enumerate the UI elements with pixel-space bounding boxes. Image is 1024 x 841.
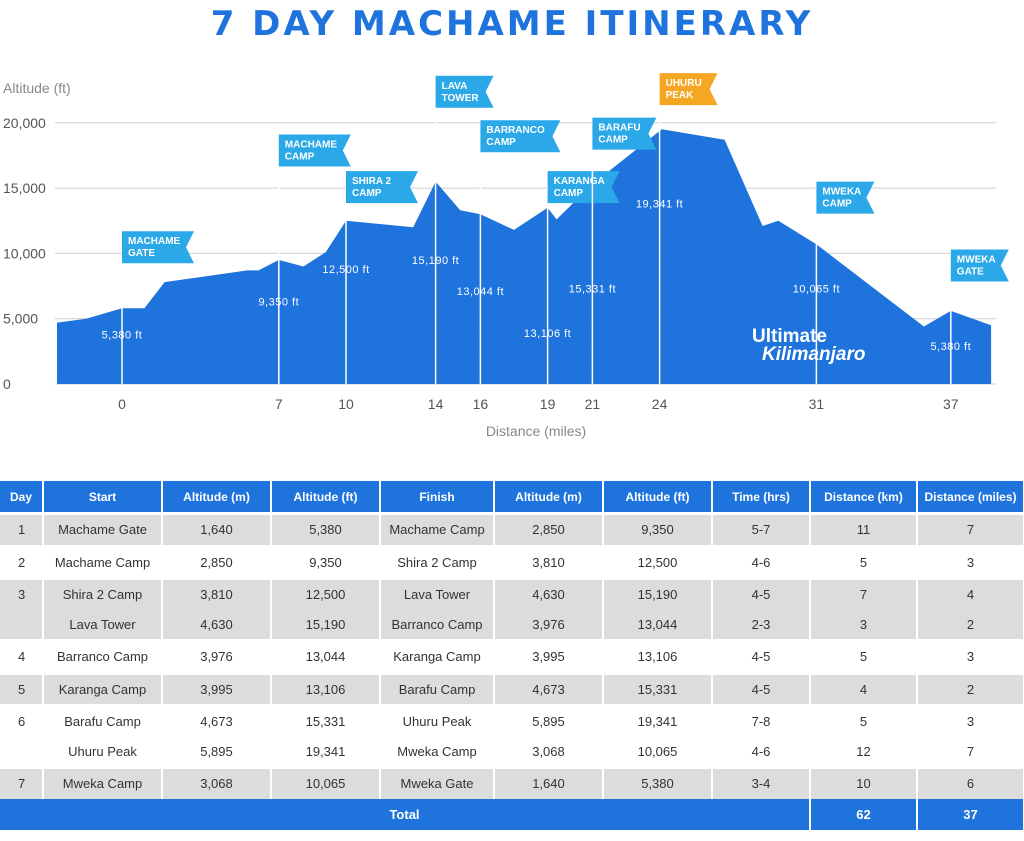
cell-start-altitude-ft: 13,106	[271, 673, 380, 706]
cell-time: 4-6	[712, 546, 810, 579]
table-body	[0, 514, 1024, 799]
cell-distance-km: 5	[810, 706, 917, 737]
cell-day: 7	[0, 768, 43, 799]
cell-distance-km: 4	[810, 673, 917, 706]
cell-distance-km: 7	[810, 579, 917, 610]
cell-finish-altitude-ft: 13,044	[603, 610, 712, 641]
altitude-profile-chart	[0, 60, 1024, 440]
flag-label: UHURU	[665, 78, 702, 90]
y-tick-label: 10,000	[3, 245, 46, 262]
cell-start-altitude-m: 4,630	[162, 610, 271, 641]
cell-time: 4-5	[712, 641, 810, 674]
cell-finish: Karanga Camp	[380, 641, 494, 674]
y-tick-label: 0	[3, 376, 11, 392]
flag-label: LAVA	[441, 80, 468, 92]
cell-finish-altitude-ft: 12,500	[603, 546, 712, 579]
table-header-row	[0, 481, 1024, 514]
cell-start-altitude-ft: 5,380	[271, 514, 380, 547]
cell-time: 4-5	[712, 673, 810, 706]
header-finish-altitude-ft: Altitude (ft)	[603, 481, 712, 514]
cell-finish: Mweka Camp	[380, 737, 494, 768]
cell-start-altitude-ft: 9,350	[271, 546, 380, 579]
itinerary-table	[0, 481, 1024, 830]
cell-distance-miles: 3	[917, 546, 1024, 579]
cell-distance-km: 10	[810, 768, 917, 799]
cell-distance-km: 12	[810, 737, 917, 768]
cell-finish-altitude-m: 3,810	[494, 546, 603, 579]
flag-label: CAMP	[822, 198, 852, 210]
flag-label: CAMP	[352, 188, 382, 200]
cell-distance-miles: 4	[917, 579, 1024, 610]
x-axis-label: Distance (miles)	[485, 423, 587, 439]
cell-day: 4	[0, 641, 43, 674]
cell-start: Uhuru Peak	[43, 737, 162, 768]
cell-start-altitude-m: 5,895	[162, 737, 271, 768]
cell-start-altitude-m: 1,640	[162, 514, 271, 547]
cell-day: 2	[0, 546, 43, 579]
cell-start-altitude-m: 3,976	[162, 641, 271, 674]
cell-finish-altitude-m: 4,673	[494, 673, 603, 706]
cell-start: Machame Gate	[43, 514, 162, 547]
flag-label: MACHAME	[128, 236, 181, 248]
cell-start-altitude-ft: 15,331	[271, 706, 380, 737]
flag-label: BARAFU	[598, 122, 641, 134]
x-tick-label: 24	[651, 396, 668, 412]
cell-start: Machame Camp	[43, 546, 162, 579]
cell-distance-miles: 2	[917, 610, 1024, 641]
page-title: 7 DAY MACHAME ITINERARY	[210, 4, 814, 44]
header-start-altitude-m: Altitude (m)	[162, 481, 271, 514]
cell-start-altitude-m: 3,995	[162, 673, 271, 706]
y-tick-label: 5,000	[3, 310, 39, 327]
altitude-label: 13,106 ft	[523, 327, 572, 340]
flag-label: CAMP	[486, 137, 516, 149]
altitude-label: 12,500 ft	[322, 263, 370, 276]
cell-start: Mweka Camp	[43, 768, 162, 799]
table-row	[0, 768, 1024, 799]
flag-label: CAMP	[598, 134, 628, 146]
table-row	[0, 673, 1024, 706]
cell-distance-miles: 3	[917, 706, 1024, 737]
altitude-label: 13,044 ft	[456, 286, 505, 299]
cell-time: 4-6	[712, 737, 810, 768]
watermark-line-1: Ultimate	[752, 326, 827, 347]
cell-start-altitude-ft: 15,190	[271, 610, 380, 641]
total-miles: 37	[917, 799, 1024, 830]
altitude-label: 5,380 ft	[930, 341, 972, 354]
cell-finish: Mweka Gate	[380, 768, 494, 799]
cell-start-altitude-m: 4,673	[162, 706, 271, 737]
flag-label: GATE	[956, 266, 984, 278]
altitude-label: 15,331 ft	[568, 283, 617, 296]
cell-finish: Uhuru Peak	[380, 706, 494, 737]
cell-distance-km: 11	[810, 514, 917, 547]
cell-day	[0, 737, 43, 768]
cell-time: 3-4	[712, 768, 810, 799]
cell-day: 5	[0, 673, 43, 706]
watermark-line-2: Kilimanjaro	[762, 344, 866, 365]
cell-day	[0, 610, 43, 641]
x-tick-label: 16	[472, 396, 489, 412]
cell-finish-altitude-m: 3,976	[494, 610, 603, 641]
x-tick-label: 7	[274, 396, 283, 412]
cell-finish-altitude-m: 1,640	[494, 768, 603, 799]
x-tick-label: 31	[808, 396, 825, 412]
table-total-row	[0, 799, 1024, 830]
flag-label: KARANGA	[553, 176, 605, 188]
cell-day: 3	[0, 579, 43, 610]
x-tick-label: 14	[427, 396, 444, 412]
cell-finish: Shira 2 Camp	[380, 546, 494, 579]
cell-finish-altitude-m: 3,995	[494, 641, 603, 674]
cell-distance-miles: 6	[917, 768, 1024, 799]
cell-finish-altitude-m: 4,630	[494, 579, 603, 610]
cell-finish-altitude-ft: 15,190	[603, 579, 712, 610]
cell-finish-altitude-m: 3,068	[494, 737, 603, 768]
cell-time: 2-3	[712, 610, 810, 641]
cell-finish: Barafu Camp	[380, 673, 494, 706]
flag-label: GATE	[128, 248, 156, 260]
cell-finish-altitude-ft: 19,341	[603, 706, 712, 737]
cell-distance-miles: 3	[917, 641, 1024, 674]
flag-label: CAMP	[284, 151, 315, 163]
header-distance-miles: Distance (miles)	[917, 481, 1024, 514]
altitude-label: 15,190 ft	[411, 254, 460, 267]
cell-distance-km: 5	[810, 546, 917, 579]
cell-finish: Barranco Camp	[380, 610, 494, 641]
cell-start-altitude-m: 3,810	[162, 579, 271, 610]
cell-start-altitude-ft: 10,065	[271, 768, 380, 799]
altitude-label: 5,380 ft	[101, 329, 143, 342]
cell-finish-altitude-ft: 15,331	[603, 673, 712, 706]
flag-label: BARRANCO	[486, 125, 545, 137]
x-tick-label: 21	[584, 396, 601, 412]
x-tick-label: 10	[338, 396, 354, 412]
cell-start-altitude-ft: 19,341	[271, 737, 380, 768]
table-row	[0, 706, 1024, 737]
table-row	[0, 737, 1024, 768]
cell-distance-miles: 7	[917, 737, 1024, 768]
cell-start: Barafu Camp	[43, 706, 162, 737]
cell-start: Barranco Camp	[43, 641, 162, 674]
flag-label: TOWER	[441, 92, 479, 104]
x-tick-label: 0	[118, 396, 126, 412]
y-tick-label: 20,000	[3, 114, 46, 131]
cell-finish-altitude-m: 5,895	[494, 706, 603, 737]
table-row	[0, 514, 1024, 547]
header-day: Day	[0, 481, 43, 514]
cell-start-altitude-m: 3,068	[162, 768, 271, 799]
y-axis-label: Altitude (ft)	[3, 80, 71, 96]
cell-distance-km: 5	[810, 641, 917, 674]
cell-start: Lava Tower	[43, 610, 162, 641]
flag-label: SHIRA 2	[352, 176, 392, 188]
altitude-label: 19,341 ft	[635, 198, 684, 211]
header-distance-km: Distance (km)	[810, 481, 917, 514]
cell-finish: Machame Camp	[380, 514, 494, 547]
cell-start: Shira 2 Camp	[43, 579, 162, 610]
cell-finish-altitude-ft: 5,380	[603, 768, 712, 799]
cell-start: Karanga Camp	[43, 673, 162, 706]
header-start-altitude-ft: Altitude (ft)	[271, 481, 380, 514]
x-tick-label: 19	[539, 396, 556, 412]
cell-distance-miles: 2	[917, 673, 1024, 706]
altitude-label: 10,065 ft	[792, 283, 841, 296]
header-start: Start	[43, 481, 162, 514]
header-time: Time (hrs)	[712, 481, 810, 514]
table-row	[0, 579, 1024, 610]
flag-label: MWEKA	[822, 186, 862, 198]
cell-day: 6	[0, 706, 43, 737]
total-km: 62	[810, 799, 917, 830]
cell-start-altitude-ft: 12,500	[271, 579, 380, 610]
flag-label: MACHAME	[284, 139, 338, 151]
cell-finish: Lava Tower	[380, 579, 494, 610]
y-tick-label: 15,000	[3, 180, 46, 197]
flag-label: CAMP	[553, 188, 584, 200]
cell-day: 1	[0, 514, 43, 547]
cell-start-altitude-m: 2,850	[162, 546, 271, 579]
total-label: Total	[0, 799, 810, 830]
altitude-label: 9,350 ft	[258, 296, 300, 309]
flag-label: MWEKA	[956, 254, 996, 266]
header-finish-altitude-m: Altitude (m)	[494, 481, 603, 514]
cell-start-altitude-ft: 13,044	[271, 641, 380, 674]
cell-time: 4-5	[712, 579, 810, 610]
cell-finish-altitude-ft: 13,106	[603, 641, 712, 674]
table-row	[0, 546, 1024, 579]
table-row	[0, 610, 1024, 641]
flag-label: PEAK	[665, 90, 694, 102]
table-row	[0, 641, 1024, 674]
cell-finish-altitude-m: 2,850	[494, 514, 603, 547]
cell-finish-altitude-ft: 10,065	[603, 737, 712, 768]
cell-distance-miles: 7	[917, 514, 1024, 547]
cell-distance-km: 3	[810, 610, 917, 641]
header-finish: Finish	[380, 481, 494, 514]
cell-finish-altitude-ft: 9,350	[603, 514, 712, 547]
cell-time: 5-7	[712, 514, 810, 547]
x-tick-label: 37	[943, 396, 959, 412]
cell-time: 7-8	[712, 706, 810, 737]
